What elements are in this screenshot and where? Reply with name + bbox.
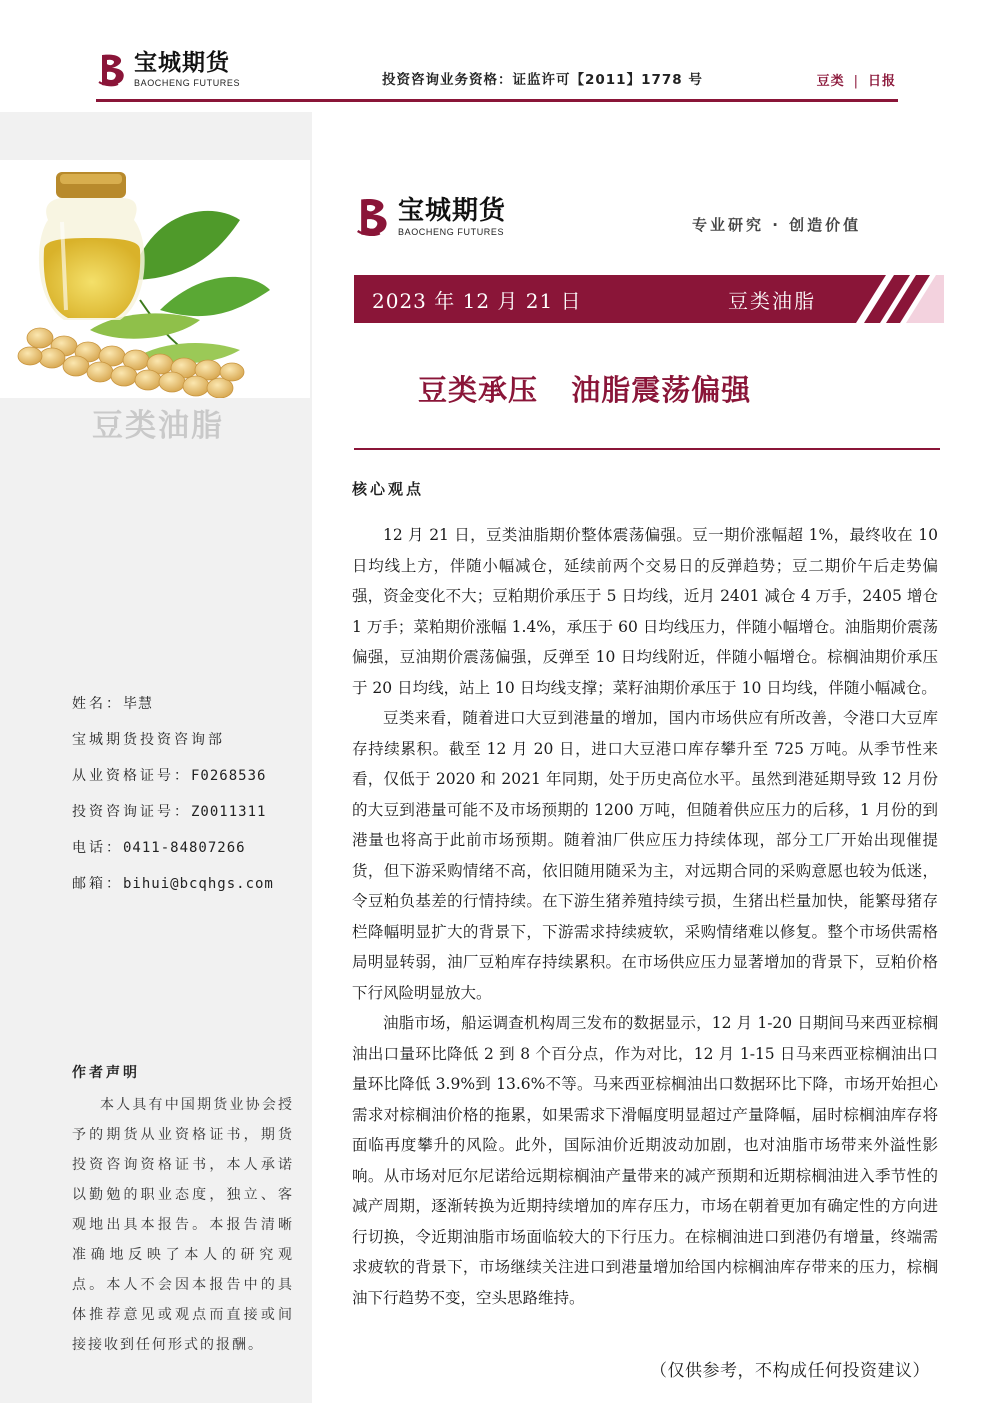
header-logo: [96, 52, 240, 88]
contact-label: 邮箱：: [72, 876, 123, 892]
statement-heading: 作者声明: [72, 1065, 140, 1081]
report-date: 2023 年 12 月 21 日: [372, 289, 582, 313]
author-statement: 本人具有中国期货业协会授予的期货从业资格证书，期货投资咨询资格证书，本人承诺以勤勉的职业态度，独立、客观地出具本报告。本报告清晰准确地反映了本人的研究观点。本人不会因本报告中的具体推荐意见或观点而直接或间接接收到任何形式的报酬。: [72, 1097, 294, 1353]
report-title: 豆类承压 油脂震荡偏强: [418, 373, 752, 407]
report-body: [352, 520, 938, 1313]
bc-logo-icon: [96, 52, 130, 88]
license-number: F0268536: [191, 768, 267, 784]
paragraph-market-summary: 12 月 21 日，豆类油脂期价整体震荡偏强。豆一期价涨幅超 1%，最终收在 10 日均线上方，伴随小幅减仓，延续前两个交易日的反弹趋势；豆二期价午后走势偏强，资金变化不大；豆粕期价承压于 5 日均线，近月 2401 减仓 4 万手，2405 增仓 1 万手；菜粕期价涨幅 1.4%，承压于 60 日均线压力，伴随小幅增仓。油脂期价震荡偏强，豆油期价震荡偏强，反弹至 10 日均线附近，伴随小幅增仓。棕榈油期价承压于 20 日均线，站上 10 日均线支撑；菜籽油期价承压于 10 日均线，伴随小幅减仓。: [352, 526, 938, 697]
bc-logo-icon: [354, 196, 394, 238]
category-label: 豆类: [816, 74, 845, 89]
logo-english: BAOCHENG FUTURES: [134, 78, 241, 88]
qualification-text: 投资咨询业务资格：证监许可【2011】1778 号: [382, 72, 703, 88]
advisory-number: Z0011311: [191, 804, 267, 820]
sidebar-section-title: 豆类油脂: [92, 408, 224, 444]
sidebar: [0, 112, 312, 1403]
date-category-banner: [354, 275, 944, 323]
phone-number: 0411-84807266: [123, 840, 246, 856]
logo-name: 宝城期货: [398, 195, 507, 226]
contact-license-row: [72, 758, 274, 794]
contact-phone-row: [72, 830, 274, 866]
analyst-contact: [72, 686, 274, 902]
soybean-oil-illustration: [0, 160, 310, 398]
email-address[interactable]: bihui@bcqhgs.com: [123, 876, 274, 892]
contact-label: 姓名：: [72, 696, 123, 712]
paragraph-oils: 油脂市场，船运调查机构周三发布的数据显示，12 月 1-20 日期间马来西亚棕榈油出口量环比降低 2 到 8 个百分点，作为对比，12 月 1-15 日马来西亚棕榈油出口量环比降低 3.9%到 13.6%不等。马来西亚棕榈油出口数据环比下降，市场开始担心需求对棕榈油价格的拖累，如果需求下滑幅度明显超过产量降幅，届时棕榈油库存将面临再度攀升的风险。此外，国际油价近期波动加剧，也对油脂市场带来外溢性影响。从市场对厄尔尼诺给远期棕榈油产量带来的减产预期和近期棕榈油进入季节性的减产周期，逐渐转换为近期持续增加的库存压力，市场在朝着更加有确定性的方向进行切换，令近期油脂市场面临较大的下行压力。在棕榈油进口到港仍有增量，终端需求疲软的背景下，市场继续关注进口到港量增加给国内棕榈油库存带来的压力，棕榈油下行趋势不变，空头思路维持。: [352, 1014, 938, 1307]
report-tag: [817, 70, 896, 89]
core-view-heading: 核心观点: [352, 480, 425, 498]
contact-label: 投资咨询证号：: [72, 804, 191, 820]
disclaimer: （仅供参考，不构成任何投资建议）: [650, 1361, 930, 1381]
contact-label: 电话：: [72, 840, 123, 856]
slogan: 专业研究 · 创造价值: [692, 216, 862, 234]
header-divider: [96, 99, 898, 102]
report-type-label: 日报: [867, 74, 896, 89]
page-header: [0, 0, 992, 108]
contact-department-row: [72, 722, 274, 758]
title-divider: [354, 448, 940, 450]
paragraph-soybean: 豆类来看，随着进口大豆到港量的增加，国内市场供应有所改善，令港口大豆库存持续累积。截至 12 月 20 日，进口大豆港口库存攀升至 725 万吨。从季节性来看，仅低于 2020 和 2021 年同期，处于历史高位水平。虽然到港延期导致 12 月份的大豆到港量可能不及市场预期的 1200 万吨，但随着供应压力的后移，1 月份的到港量也将高于此前市场预期。随着油厂供应压力持续体现，部分工厂开始出现催提货，但下游采购情绪不高，依旧随用随采为主，对远期合同的采购意愿也较为低迷，令豆粕负基差的行情持续。在下游生猪养殖持续亏损，生猪出栏量加快，能繁母猪存栏降幅明显扩大的背景下，下游需求持续疲软，采购情绪难以修复。整个市场供需格局明显转弱，油厂豆粕库存持续累积。在市场供应压力显著增加的背景下，豆粕价格下行风险明显放大。: [352, 709, 938, 1002]
contact-advisory-row: [72, 794, 274, 830]
logo-name: 宝城期货: [134, 50, 230, 76]
contact-email-row: [72, 866, 274, 902]
logo-english: BAOCHENG FUTURES: [398, 226, 505, 237]
main-logo: [354, 196, 506, 238]
tag-separator: |: [853, 74, 859, 89]
department: 宝城期货投资咨询部: [72, 732, 225, 748]
contact-label: 从业资格证号：: [72, 768, 191, 784]
contact-name-row: [72, 686, 274, 722]
analyst-name: 毕慧: [123, 696, 153, 712]
report-category: 豆类油脂: [728, 289, 816, 313]
